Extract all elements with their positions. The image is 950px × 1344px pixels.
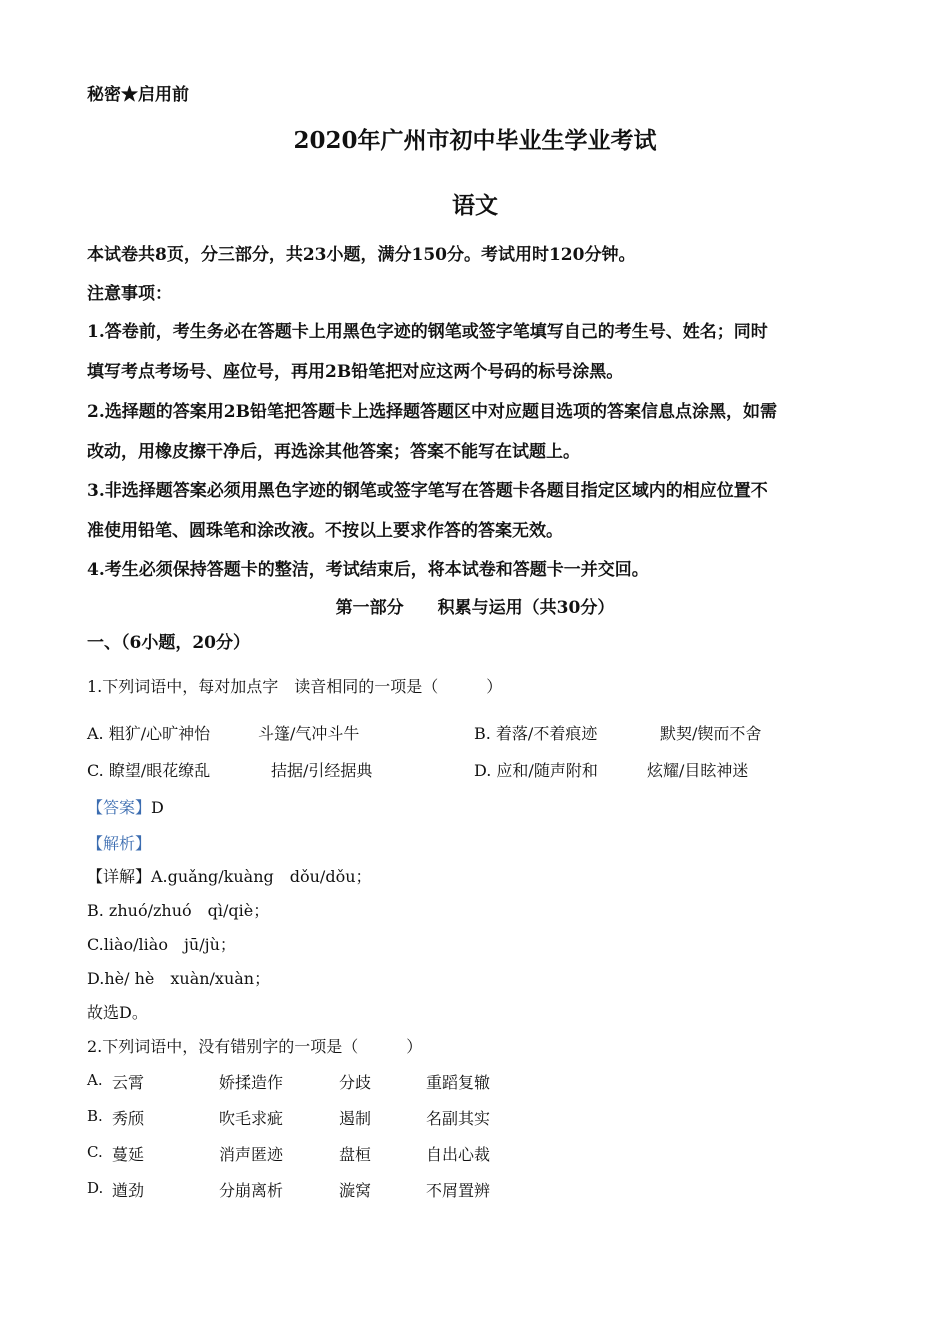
q2-label: C. [87, 1143, 103, 1161]
detail-c: C.liào/liào jū/jù； [87, 935, 236, 954]
q2-label: D. [87, 1179, 104, 1197]
notice-1a: 1.答卷前，考生务必在答题卡上用黑色字迹的钢笔或签字笔填写自己的考生号、姓名；同时 [87, 322, 768, 342]
notice-title: 注意事项： [87, 284, 172, 304]
q2-word: 分崩离析 [219, 1181, 284, 1200]
q1-option-c1: C. 瞭望/眼花缭乱 [87, 761, 211, 780]
detail-d: D.hè/ hè xuàn/xuàn； [87, 969, 271, 988]
q2-word: 遏制 [339, 1109, 372, 1128]
q2-word: 盘桓 [339, 1145, 372, 1164]
notice-3a: 3.非选择题答案必须用黑色字迹的钢笔或签字笔写在答题卡各题目指定区域内的相应位置不 [87, 481, 768, 501]
notice-2a: 2.选择题的答案用2B铅笔把答题卡上选择题答题区中对应题目选项的答案信息点涂黑，如需 [87, 402, 777, 422]
part1-label: 一、（6小题，20分） [87, 633, 250, 653]
q2-word: 云霄 [112, 1073, 145, 1092]
q1-option-d2: 炫耀/目眩神迷 [647, 761, 749, 780]
q2-word: 分歧 [339, 1073, 372, 1092]
notice-2b: 改动，用橡皮擦干净后，再选涂其他答案；答案不能写在试题上。 [87, 442, 580, 462]
section1-heading: 第一部分 积累与运用（共30分） [335, 598, 615, 618]
q1-answer [87, 795, 164, 818]
q2-label: A. [87, 1071, 103, 1089]
q1-option-b2: 默契/锲而不舍 [660, 724, 762, 743]
q1-option-b1: B. 着落/不着痕迹 [474, 724, 598, 743]
q2-word: 消声匿迹 [219, 1145, 284, 1164]
answer-label: 【答案】 [87, 798, 152, 817]
q1-stem: 1.下列词语中，每对加点字 读音相同的一项是（ ） [87, 677, 503, 696]
q2-word: 自出心裁 [426, 1145, 491, 1164]
answer-value: D [151, 798, 164, 817]
notice-3b: 准使用铅笔、圆珠笔和涂改液。不按以上要求作答的答案无效。 [87, 521, 563, 541]
q1-option-a1: A. 粗犷/心旷神怡 [87, 724, 211, 743]
subject-title: 语文 [452, 192, 498, 219]
q1-option-a2: 斗篷/气冲斗牛 [258, 724, 360, 743]
q1-option-d1: D. 应和/随声附和 [474, 761, 598, 780]
q2-word: 重蹈复辙 [426, 1073, 491, 1092]
q2-word: 蔓延 [112, 1145, 145, 1164]
q1-option-c2: 拮据/引经据典 [271, 761, 373, 780]
q2-word: 遒劲 [112, 1181, 145, 1200]
q2-label: B. [87, 1107, 103, 1125]
q2-word: 不屑置辨 [426, 1181, 491, 1200]
detail-conclusion: 故选D。 [87, 1003, 148, 1022]
analysis-label: 【解析】 [87, 834, 152, 853]
detail-b: B. zhuó/zhuó qì/qiè； [87, 901, 270, 920]
q2-word: 漩窝 [339, 1181, 372, 1200]
q2-word: 娇揉造作 [219, 1073, 284, 1092]
notice-1b: 填写考点考场号、座位号，再用2B铅笔把对应这两个号码的标号涂黑。 [87, 362, 624, 382]
secret-label: 秘密★启用前 [87, 85, 189, 105]
q2-stem: 2.下列词语中，没有错别字的一项是（ ） [87, 1037, 423, 1056]
detail-a: 【详解】A.guǎng/kuàng dǒu/dǒu； [87, 867, 372, 886]
q2-word: 名副其实 [426, 1109, 491, 1128]
exam-title: 2020年广州市初中毕业生学业考试 [293, 127, 657, 154]
q2-word: 吹毛求疵 [219, 1109, 284, 1128]
q2-word: 秀颀 [112, 1109, 145, 1128]
notice-4: 4.考生必须保持答题卡的整洁，考试结束后，将本试卷和答题卡一并交回。 [87, 560, 649, 580]
exam-summary: 本试卷共8页，分三部分，共23小题，满分150分。考试用时120分钟。 [87, 245, 636, 265]
